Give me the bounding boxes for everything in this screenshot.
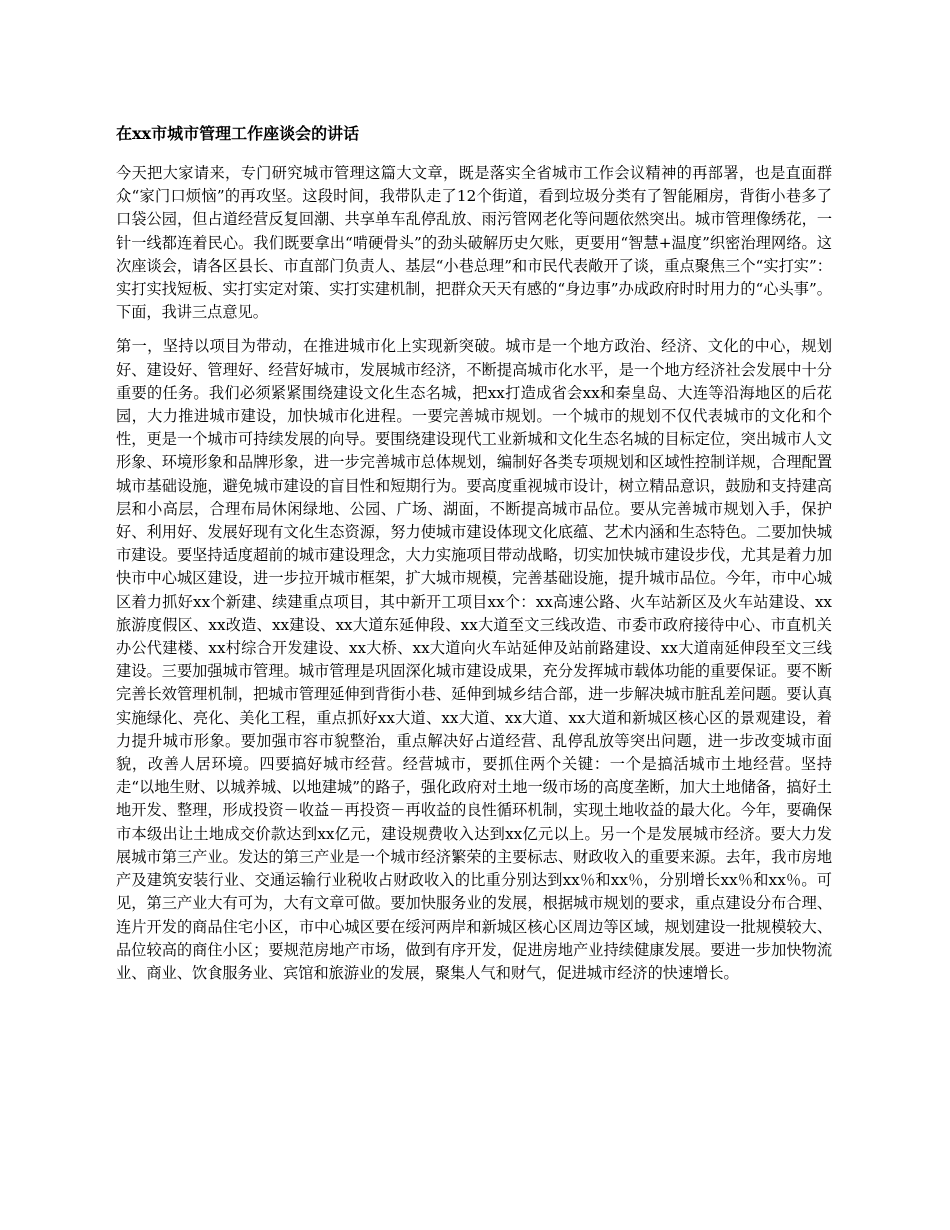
paragraph-point-one: 第一，坚持以项目为带动，在推进城市化上实现新突破。城市是一个地方政治、经济、文化的中心，规划好、建设好、管理好、经营好城市，发展城市经济，不断提高城市化水平，是一个地方经济社会发展中十分重要的任务。我们必须紧紧围绕建设文化生态名城，把xx打造成省会xx和秦皇岛、大连等沿海地区的后花园，大力推进城市建设，加快城市化进程。一要完善城市规划。一个城市的规划不仅代表城市的文化和个性，更是一个城市可持续发展的向导。要围绕建设现代工业新城和文化生态名城的目标定位，突出城市人文形象、环境形象和品牌形象，进一步完善城市总体规划，编制好各类专项规划和区域性控制详规，合理配置城市基础设施，避免城市建设的盲目性和短期行为。要高度重视城市设计，树立精品意识，鼓励和支持建高层和小高层，合理布局休闲绿地、公园、广场、湖面，不断提高城市品位。要从完善城市规划入手，保护好、利用好、发展好现有文化生态资源，努力使城市建设体现文化底蕴、艺术内涵和生态特色。二要加快城市建设。要坚持适度超前的城市建设理念，大力实施项目带动战略，切实加快城市建设步伐，尤其是着力加快市中心城区建设，进一步拉开城市框架，扩大城市规模，完善基础设施，提升城市品位。今年，市中心城区着力抓好xx个新建、续建重点项目，其中新开工项目xx个：xx高速公路、火车站新区及火车站建设、xx旅游度假区、xx改造、xx建设、xx大道东延伸段、xx大道至文三线改造、市委市政府接待中心、市直机关办公代建楼、xx村综合开发建设、xx大桥、xx大道向火车站延伸及站前路建设、xx大道南延伸段至文三线建设。三要加强城市管理。城市管理是巩固深化城市建设成果，充分发挥城市载体功能的重要保证。要不断完善长效管理机制，把城市管理延伸到背街小巷、延伸到城乡结合部，进一步解决城市脏乱差问题。要认真实施绿化、亮化、美化工程，重点抓好xx大道、xx大道、xx大道、xx大道和新城区核心区的景观建设，着力提升城市形象。要加强市容市貌整治，重点解决好占道经营、乱停乱放等突出问题，进一步改变城市面貌，改善人居环境。四要搞好城市经营。经营城市，要抓住两个关键：一个是搞活城市土地经营。坚持走“以地生财、以城养城、以地建城”的路子，强化政府对土地一级市场的高度垄断，加大土地储备，搞好土地开发、整理，形成投资－收益－再投资－再收益的良性循环机制，实现土地收益的最大化。今年，要确保市本级出让土地成交价款达到xx亿元，建设规费收入达到xx亿元以上。另一个是发展城市经济。要大力发展城市第三产业。发达的第三产业是一个城市经济繁荣的主要标志、财政收入的重要来源。去年，我市房地产及建筑安装行业、交通运输行业税收占财政收入的比重分别达到xx％和xx％，分别增长xx％和xx％。可见，第三产业大有可为，大有文章可做。要加快服务业的发展，根据城市规划的要求，重点建设分布合理、连片开发的商品住宅小区，市中心城区要在绥河两岸和新城区核心区周边等区域，规划建设一批规模较大、品位较高的商住小区；要规范房地产市场，做到有序开发，促进房地产业持续健康发展。要进一步加快物流业、商业、饮食服务业、宾馆和旅游业的发展，聚集人气和财气，促进城市经济的快速增长。 (116, 337, 832, 982)
paragraph-intro: 今天把大家请来，专门研究城市管理这篇大文章，既是落实全省城市工作会议精神的再部署，也是直面群众“家门口烦恼”的再攻坚。这段时间，我带队走了12个街道，看到垃圾分类有了智能厢房，背街小巷多了口袋公园，但占道经营反复回潮、共享单车乱停乱放、雨污管网老化等问题依然突出。城市管理像绣花，一针一线都连着民心。我们既要拿出“啃硬骨头”的劲头破解历史欠账，更要用“智慧+温度”织密治理网络。这次座谈会，请各区县长、市直部门负责人、基层“小巷总理”和市民代表敞开了谈，重点聚焦三个“实打实”：实打实找短板、实打实定对策、实打实建机制，把群众天天有感的“身边事”办成政府时时用力的“心头事”。下面，我讲三点意见。 (116, 164, 832, 322)
document-page (116, 122, 832, 996)
document-title: 在xx市城市管理工作座谈会的讲话 (116, 124, 360, 143)
